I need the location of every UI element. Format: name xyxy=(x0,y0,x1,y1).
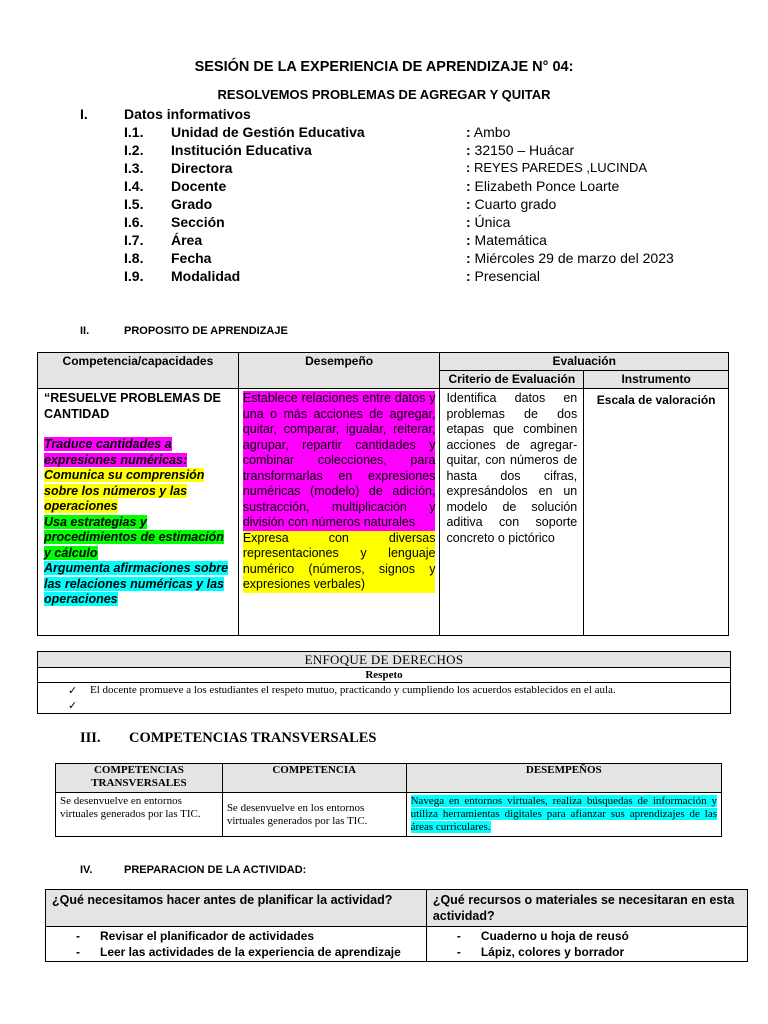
info-value: : REYES PAREDES ,LUCINDA xyxy=(466,160,648,175)
enfoque-title: ENFOQUE DE DERECHOS xyxy=(38,652,731,668)
info-value: : Ambo xyxy=(466,124,511,140)
info-row xyxy=(124,160,744,178)
info-row xyxy=(124,124,744,142)
info-label: Institución Educativa xyxy=(171,142,312,158)
info-label: Modalidad xyxy=(171,268,241,284)
enfoque-value: Respeto xyxy=(38,668,731,683)
info-row xyxy=(124,268,744,286)
desempeno-establece: Establece relaciones entre datos y una o más acciones de agregar, quitar, comparar, igualar, reiterar, agrupar, repartir cantidades y combinar colecciones, para transformarlas en expresiones numéricas (modelo) de adición, sustracción, multiplicación y división con números naturales xyxy=(242,391,436,529)
criterio-cell: Identifica datos en problemas de dos etapas que combinen acciones de agregar-quitar, con números de hasta dos cifras, expresándolos en un modelo de solución aditiva con soporte concreto o pictórico xyxy=(440,389,584,636)
section-label: COMPETENCIAS TRANSVERSALES xyxy=(129,730,377,746)
header-competencias-transversales: COMPETENCIAS TRANSVERSALES xyxy=(56,764,223,793)
competencia-title: “RESUELVE PROBLEMAS DE CANTIDAD xyxy=(44,391,221,421)
enfoque-item: El docente promueve a los estudiantes el respeto mutuo, practicando y cumpliendo los acuerdos establecidos en el aula. xyxy=(90,684,616,696)
header-recursos: ¿Qué recursos o materiales se necesitaran en esta actividad? xyxy=(426,890,747,927)
info-key: I.1. xyxy=(124,124,144,140)
section-2-heading xyxy=(80,325,288,337)
header-evaluacion: Evaluación xyxy=(440,353,729,371)
info-value: : 32150 – Huácar xyxy=(466,142,575,158)
transversal-cell: Se desenvuelve en entornos virtuales generados por las TIC. xyxy=(56,793,223,837)
section-4-heading xyxy=(80,864,307,876)
recursos-cell xyxy=(426,927,747,962)
header-antes: ¿Qué necesitamos hacer antes de planificar la actividad? xyxy=(46,890,427,927)
info-label: Grado xyxy=(171,196,213,212)
info-key: I.8. xyxy=(124,250,144,266)
section-3-heading xyxy=(80,730,377,747)
instrumento-cell: Escala de valoración xyxy=(584,389,729,636)
section-label: PREPARACION DE LA ACTIVIDAD: xyxy=(124,864,307,876)
info-row xyxy=(124,178,744,196)
capacidad-estrategias: Usa estrategias y procedimientos de estimación y cálculo xyxy=(44,514,224,560)
list-item: - Lápiz, colores y borrador xyxy=(456,945,625,959)
page-subtitle: RESOLVEMOS PROBLEMAS DE AGREGAR Y QUITAR xyxy=(217,87,551,102)
competencia-cell xyxy=(38,389,239,636)
info-key: I.3. xyxy=(124,160,144,176)
info-key: I.6. xyxy=(124,214,144,230)
page-title: SESIÓN DE LA EXPERIENCIA DE APRENDIZAJE N° 04: xyxy=(194,59,574,75)
enfoque-items xyxy=(38,683,731,714)
info-key: I.5. xyxy=(124,196,144,212)
info-label: Directora xyxy=(171,160,233,176)
info-label: Docente xyxy=(171,178,227,194)
header-instrumento: Instrumento xyxy=(584,371,729,389)
capacidad-comunica: Comunica su comprensión sobre los números y las operaciones xyxy=(44,468,205,513)
header-competencia: COMPETENCIA xyxy=(222,764,406,793)
transversales-table xyxy=(55,763,722,837)
header-criterio: Criterio de Evaluación xyxy=(440,371,584,389)
section-label: PROPOSITO DE APRENDIZAJE xyxy=(124,325,288,337)
info-row xyxy=(124,232,744,250)
desempeno-expresa: Expresa con diversas representaciones y lenguaje numérico (números, signos y expresiones verbales) xyxy=(242,530,436,591)
info-row xyxy=(124,196,744,214)
list-item: - Cuaderno u hoja de reusó xyxy=(456,929,629,943)
info-label: Fecha xyxy=(171,250,212,266)
section-number: IV. xyxy=(80,864,93,876)
competencia-cell: Se desenvuelve en los entornos virtuales generados por las TIC. xyxy=(222,793,406,837)
header-desempeno: Desempeño xyxy=(238,353,440,389)
info-label: Unidad de Gestión Educativa xyxy=(171,124,365,140)
info-value: : Elizabeth Ponce Loarte xyxy=(466,178,620,194)
header-competencia: Competencia/capacidades xyxy=(38,353,239,389)
section-number: I. xyxy=(80,106,88,122)
list-item: - Leer las actividades de la experiencia de aprendizaje xyxy=(76,945,401,959)
enfoque-table xyxy=(37,651,731,714)
info-row xyxy=(124,250,744,268)
info-value: : Matemática xyxy=(466,232,547,248)
check-icon: ✓ xyxy=(68,685,78,697)
info-label: Sección xyxy=(171,214,225,230)
check-icon: ✓ xyxy=(68,700,78,712)
desempeno-cell: Navega en entornos virtuales, realiza búsquedas de información y utiliza herramientas digitales para afianzar sus aprendizajes de las áreas curriculares. xyxy=(406,793,721,837)
section-number: III. xyxy=(80,730,101,746)
info-row xyxy=(124,214,744,232)
info-row xyxy=(124,142,744,160)
info-value: : Miércoles 29 de marzo del 2023 xyxy=(466,250,674,266)
info-value: : Presencial xyxy=(466,268,540,284)
info-key: I.2. xyxy=(124,142,144,158)
info-value: : Cuarto grado xyxy=(466,196,557,212)
info-label: Área xyxy=(171,232,203,248)
info-key: I.7. xyxy=(124,232,144,248)
capacidad-traduce: Traduce cantidades a expresiones numéricas: xyxy=(44,437,188,467)
section-label: Datos informativos xyxy=(124,106,251,122)
purpose-table xyxy=(37,352,729,636)
list-item: - Revisar el planificador de actividades xyxy=(76,929,315,943)
desempeno-cell xyxy=(238,389,440,636)
capacidad-argumenta: Argumenta afirmaciones sobre las relaciones numéricas y las operaciones xyxy=(44,561,229,606)
info-value: : Única xyxy=(466,214,511,230)
preparacion-table xyxy=(45,889,748,962)
info-key: I.9. xyxy=(124,268,144,284)
section-number: II. xyxy=(80,325,90,337)
header-desempenos: DESEMPEÑOS xyxy=(406,764,721,793)
info-key: I.4. xyxy=(124,178,144,194)
antes-cell xyxy=(46,927,427,962)
